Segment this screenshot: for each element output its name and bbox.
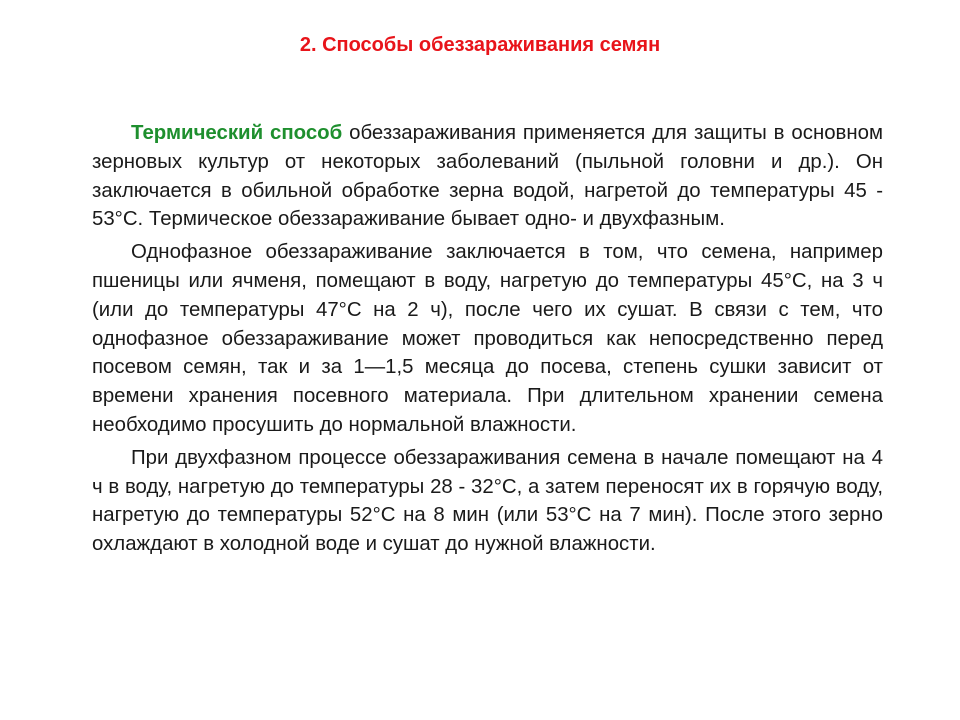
paragraph-text: обеззараживания применяется для защиты в основном зерновых культур от некоторых заболеваний (пыльной головни и др.). Он заключается в обильной обработке зерна водой, нагретой до температуры 45 - 53°С. Термическое обеззараживание бывает одно- и двухфазным. bbox=[92, 122, 883, 231]
paragraph-thermal-method bbox=[92, 119, 883, 234]
highlight-term: Термический способ bbox=[131, 122, 343, 144]
paragraph-single-phase: Однофазное обеззараживание заключается в том, что семена, например пшеницы или ячменя, помещают в воду, нагретую до температуры 45°С, на 3 ч (или до температуры 47°С на 2 ч), после чего их сушат. В связи с тем, что однофазное обеззараживание может проводиться как непосредственно перед посевом семян, так и за 1—1,5 месяца до посева, степень сушки зависит от времени хранения посевного материала. При длительном хранении семена необходимо просушить до нормальной влажности. bbox=[92, 241, 883, 436]
paragraph-two-phase: При двухфазном процессе обеззараживания семена в начале помещают на 4 ч в воду, нагретую до температуры 28 - 32°С, а затем переносят их в горячую воду, нагретую до температуры 52°С на 8 мин (или 53°С на 7 мин). После этого зерно охлаждают в холодной воде и сушат до нужной влажности. bbox=[92, 446, 883, 556]
slide-body bbox=[92, 119, 883, 563]
slide-title: 2. Способы обеззараживания семян bbox=[299, 34, 661, 56]
